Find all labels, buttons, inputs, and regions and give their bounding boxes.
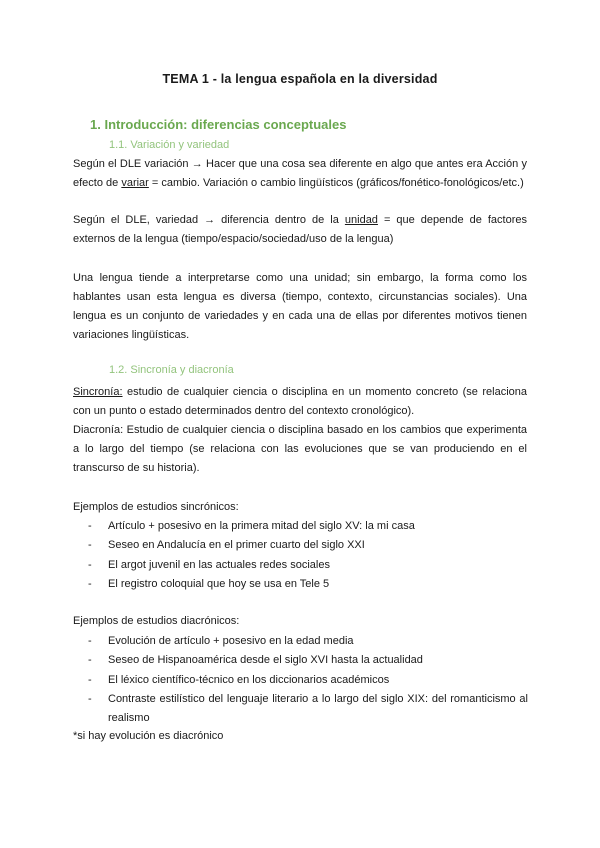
footnote-diacronico: *si hay evolución es diacrónico — [73, 730, 224, 742]
section-heading-introduccion: 1. Introducción: diferencias conceptuales — [90, 117, 347, 132]
paragraph-line: Una lengua tiende a interpretarse como una unidad; sin embargo, la forma como los — [73, 272, 527, 284]
paragraph-lengua-unidad — [73, 269, 527, 345]
list-item: - Seseo en Andalucía en el primer cuarto del siglo XXI — [88, 539, 365, 552]
paragraph-line: transcurso de su historia). — [73, 462, 200, 474]
list-item: - Artículo + posesivo en la primera mitad del siglo XV: la mi casa — [88, 520, 415, 532]
paragraph-line: efecto de variar = cambio. Variación o cambio lingüísticos (gráficos/fonético-fonológicos/etc.) — [73, 177, 524, 189]
paragraph-line: a lo largo del tiempo (se relaciona con las evoluciones que se van produciendo en el — [73, 443, 527, 455]
paragraph-line: Según el DLE, variedad → diferencia dentro de la unidad = que depende de factores — [73, 214, 527, 226]
subsection-heading-variacion: 1.1. Variación y variedad — [109, 139, 230, 151]
diacronicos-label: Ejemplos de estudios diacrónicos: — [73, 615, 240, 627]
underlined-term-sincronia: Sincronía: — [73, 386, 123, 398]
paragraph-line: con un punto o estado determinados dentro del contexto cronológico). — [73, 405, 415, 417]
paragraph-variacion — [73, 155, 527, 193]
list-item: - Seseo de Hispanoamérica desde el siglo XVI hasta la actualidad — [88, 654, 423, 667]
paragraph-sincronia — [73, 383, 527, 478]
list-item: - El léxico científico-técnico en los diccionarios académicos — [88, 673, 390, 686]
paragraph-line: hablantes usan esta lengua es diversa (tiempo, contexto, circunstancias sociales). Una — [73, 291, 527, 303]
paragraph-line: Según el DLE variación → Hacer que una cosa sea diferente en algo que antes era Acción y — [73, 158, 527, 170]
document-title: TEMA 1 - la lengua española en la diversidad — [162, 72, 438, 86]
subsection-heading-sincronia: 1.2. Sincronía y diacronía — [109, 364, 234, 376]
paragraph-variedad — [73, 211, 527, 249]
list-item: - Contraste estilístico del lenguaje literario a lo largo del siglo XIX: del romanticismo al realismo — [88, 692, 528, 725]
underlined-term-unidad: unidad — [344, 214, 378, 226]
paragraph-line: Sincronía: estudio de cualquier ciencia o disciplina en un momento concreto (se relaciona — [73, 386, 527, 398]
paragraph-line: lengua es un conjunto de variedades y en cada una de ellas por diferentes motivos tienen — [73, 310, 527, 322]
paragraph-line: variaciones lingüísticas. — [73, 329, 190, 341]
list-item: - El argot juvenil en las actuales redes sociales — [88, 558, 330, 571]
underlined-term-variar: variar — [121, 177, 149, 189]
diacronicos-list — [88, 632, 528, 728]
list-item: - El registro coloquial que hoy se usa en Tele 5 — [88, 577, 330, 590]
paragraph-line: externos de la lengua (tiempo/espacio/sociedad/uso de la lengua) — [73, 233, 394, 245]
sincronicos-list — [88, 517, 528, 594]
sincronicos-label: Ejemplos de estudios sincrónicos: — [73, 501, 239, 513]
list-item: - Evolución de artículo + posesivo en la edad media — [88, 635, 354, 647]
paragraph-line: Diacronía: Estudio de cualquier ciencia o disciplina basado en los cambios que experimenta — [73, 424, 527, 436]
